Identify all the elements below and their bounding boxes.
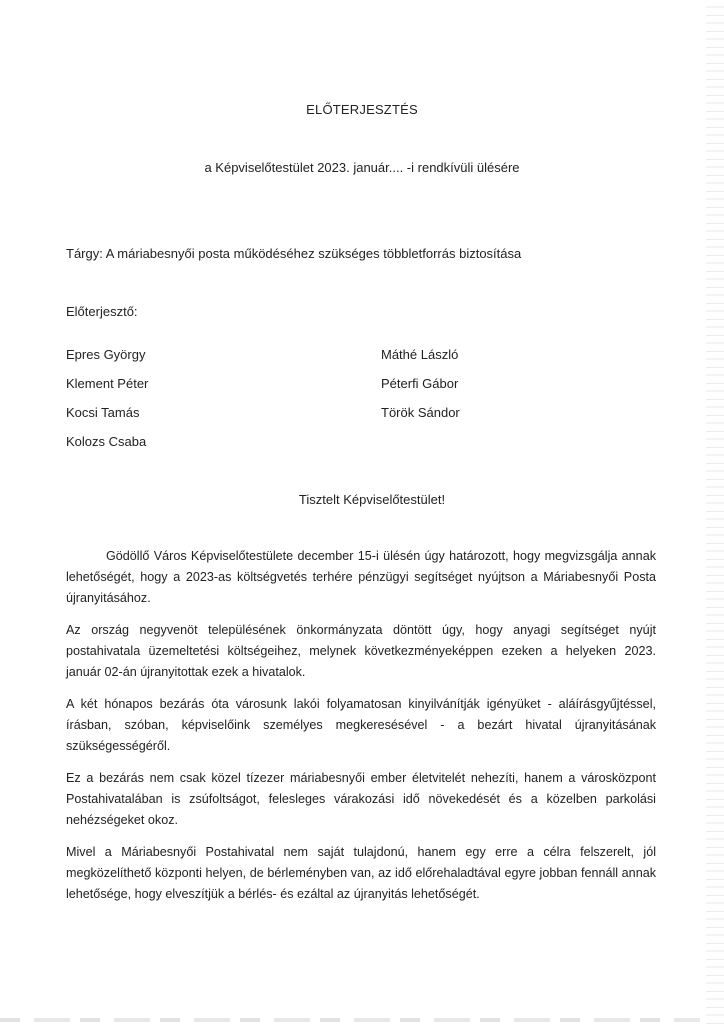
document-title: ELŐTERJESZTÉS	[306, 102, 418, 117]
salutation: Tisztelt Képviselőtestület!	[298, 492, 446, 507]
scan-edge-artifact	[706, 0, 724, 1024]
document-subtitle: a Képviselőtestület 2023. január.... -i rendkívüli ülésére	[204, 160, 520, 175]
body-paragraph: Mivel a Máriabesnyői Postahivatal nem saját tulajdonú, hanem egy erre a célra felszerelt, jól megközelíthető központi helyen, de bérleményben van, az idő előrehaladtával egyre jobban fennáll annak lehetősége, hogy elveszítjük a bérlés- és ezáltal az újranyitás lehetőségét.	[66, 845, 656, 901]
body-paragraph: A két hónapos bezárás óta városunk lakói folyamatosan kinyilvánítják igényüket - aláírásgyűjtéssel, írásban, szóban, képviselőink személyes megkeresésével - a bezárt hivatal újranyitásának szükségességéről.	[66, 697, 656, 753]
presenter-name: Epres György	[66, 347, 146, 362]
presenter-name: Péterfi Gábor	[381, 376, 459, 391]
presenters-right-column	[381, 346, 460, 433]
scan-bottom-artifact	[0, 1018, 700, 1022]
presenter-name: Török Sándor	[381, 405, 460, 420]
presenters-left-column	[66, 346, 148, 462]
presenter-name: Máthé László	[381, 347, 459, 362]
subject-line: Tárgy: A máriabesnyői posta működéséhez szükséges többletforrás biztosítása	[66, 246, 522, 261]
presenter-label: Előterjesztő:	[66, 304, 138, 319]
body-paragraph: Az ország negyvenöt településének önkormányzata döntött úgy, hogy anyagi segítséget nyújt postahivatala üzemeltetési költségeihez, melynek következményeképpen ezeken a helyeken 2023. január 02-án újranyitottak ezek a hivatalok.	[66, 623, 656, 679]
presenter-name: Klement Péter	[66, 376, 149, 391]
body-paragraph: Ez a bezárás nem csak közel tízezer máriabesnyői ember életvitelét nehezíti, hanem a városközpont Postahivatalában is zsúfoltságot, felesleges várakozási idő növekedését és a közelben parkolási nehézségeket okoz.	[66, 771, 656, 827]
body-text	[66, 546, 656, 916]
presenter-name: Kolozs Csaba	[66, 434, 147, 449]
body-paragraph: Gödöllő Város Képviselőtestülete december 15-i ülésén úgy határozott, hogy megvizsgálja annak lehetőségét, hogy a 2023-as költségvetés terhére pénzügyi segítséget nyújtson a Máriabesnyői Posta újranyitásához.	[66, 549, 656, 605]
presenter-name: Kocsi Tamás	[66, 405, 140, 420]
